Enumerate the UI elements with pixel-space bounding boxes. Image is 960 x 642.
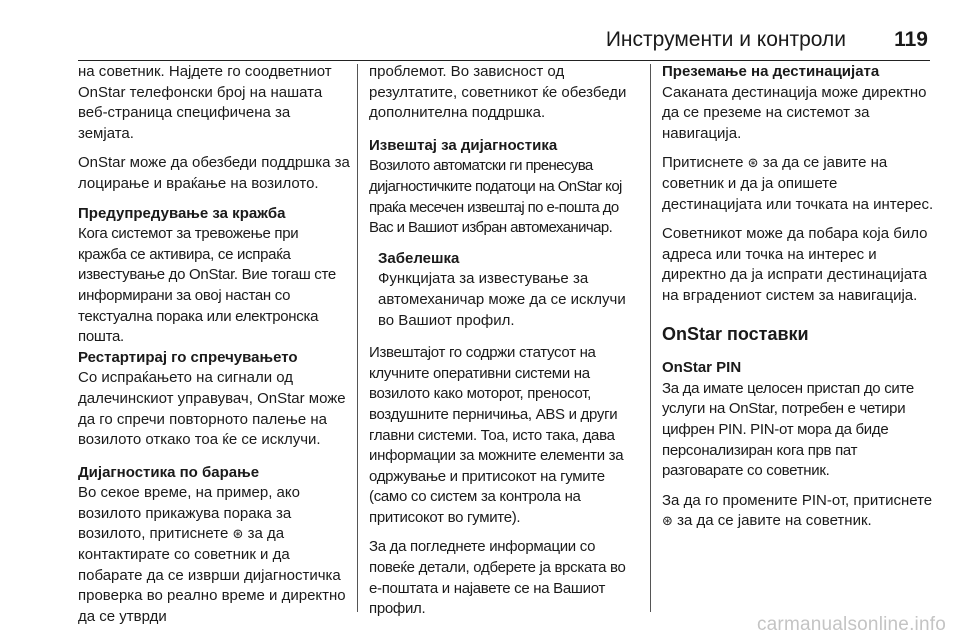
note-box <box>378 249 637 331</box>
section-heading-theft-alert: Предупредување за кражба <box>78 204 286 222</box>
column-divider <box>357 64 358 612</box>
onstar-call-icon: ⊛ <box>747 155 759 171</box>
section-heading-destination-download: Преземање на дестинацијата <box>662 63 880 80</box>
note-heading: Забелешка <box>378 249 460 267</box>
paragraph: Кога системот за тревожење при кражба се активира, се испраќа известување до OnStar. Вие тогаш сте информирани за овој настан со текстуална порака или електронска пошта. <box>78 225 336 346</box>
column-2 <box>369 62 637 629</box>
paragraph: За да го промените PIN-от, притиснете ⊛ за да се јавите на советник. <box>662 491 934 532</box>
paragraph: на советник. Најдете го соодветниот OnStar телефонски број на нашата веб-страница специфичена за земјата. <box>78 63 332 142</box>
paragraph: OnStar може да обезбеди поддршка за лоцирање и враќање на возилото. <box>78 154 350 192</box>
section-heading-onstar-pin: OnStar PIN <box>662 359 742 377</box>
column-divider <box>650 64 651 612</box>
paragraph: Саканата дестинација може директно да се преземе на системот за навигација. <box>662 83 927 142</box>
onstar-call-icon: ⊛ <box>662 513 673 529</box>
paragraph: Притиснете ⊛ за да се јавите на советник и да ја опишете дестинацијата или точката на интерес. <box>662 154 934 213</box>
paragraph: За да имате целосен пристап до сите услуги на OnStar, потребен е четири цифрен PIN. PIN-от мора да биде персонализиран кога прв пат разговарате со советник. <box>662 379 914 480</box>
section-heading-diagnostic-report: Извештај за дијагностика <box>369 136 558 154</box>
section-title-onstar-settings: OnStar поставки <box>662 323 809 344</box>
paragraph: Возилото автоматски ги пренесува дијагностичките податоци на OnStar кој праќа месечен извештај по е-пошта до Вас и Вашиот избран автомеханичар. <box>369 157 622 237</box>
paragraph: Советникот може да побара која било адреса или точка на интерес и директно да ја испрати дестинацијата на вградениот систем за навигација. <box>662 225 928 304</box>
paragraph: Со испраќањето на сигнали од далечинскиот управувач, OnStar може да го спречи повторното палење на возилото откако тоа ќе се исклучи. <box>78 369 346 449</box>
page-header <box>78 22 930 61</box>
paragraph: Во секое време, на пример, ако возилото прикажува порака за возилото, притиснете ⊛ за да контактирате со советник и да побарате да се изврши дијагностичка проверка во реално време и директно да се утврди <box>78 484 346 625</box>
column-1 <box>78 62 350 627</box>
column-3 <box>662 62 934 541</box>
watermark: carmanualsonline.info <box>756 614 946 635</box>
page-number: 119 <box>894 28 928 51</box>
note-text: Функцијата за известување за автомеханичар може да се исклучи во Вашиот профил. <box>378 270 626 329</box>
section-heading-diagnostics-on-demand: Дијагностика по барање <box>78 463 260 481</box>
paragraph: проблемот. Во зависност од резултатите, советникот ќе обезбеди дополнителна поддршка. <box>369 63 627 122</box>
section-heading-restart-prevention: Рестартирај го спречувањето <box>78 348 298 366</box>
paragraph: Извештајот го содржи статусот на клучните оперативни системи на возилото како моторот, преносот, воздушните перничиња, ABS и други главни системи. Тоа, исто така, дава информации за можните елементи за одржување и притисокот на гумите (само со систем за контрола на притисокот во гумите). <box>369 344 624 526</box>
paragraph: За да погледнете информации со повеќе детали, одберете ја врската во е-поштата и најавете се на Вашиот профил. <box>369 538 626 618</box>
onstar-call-icon: ⊛ <box>232 526 244 542</box>
chapter-title: Инструменти и контроли <box>605 28 846 51</box>
